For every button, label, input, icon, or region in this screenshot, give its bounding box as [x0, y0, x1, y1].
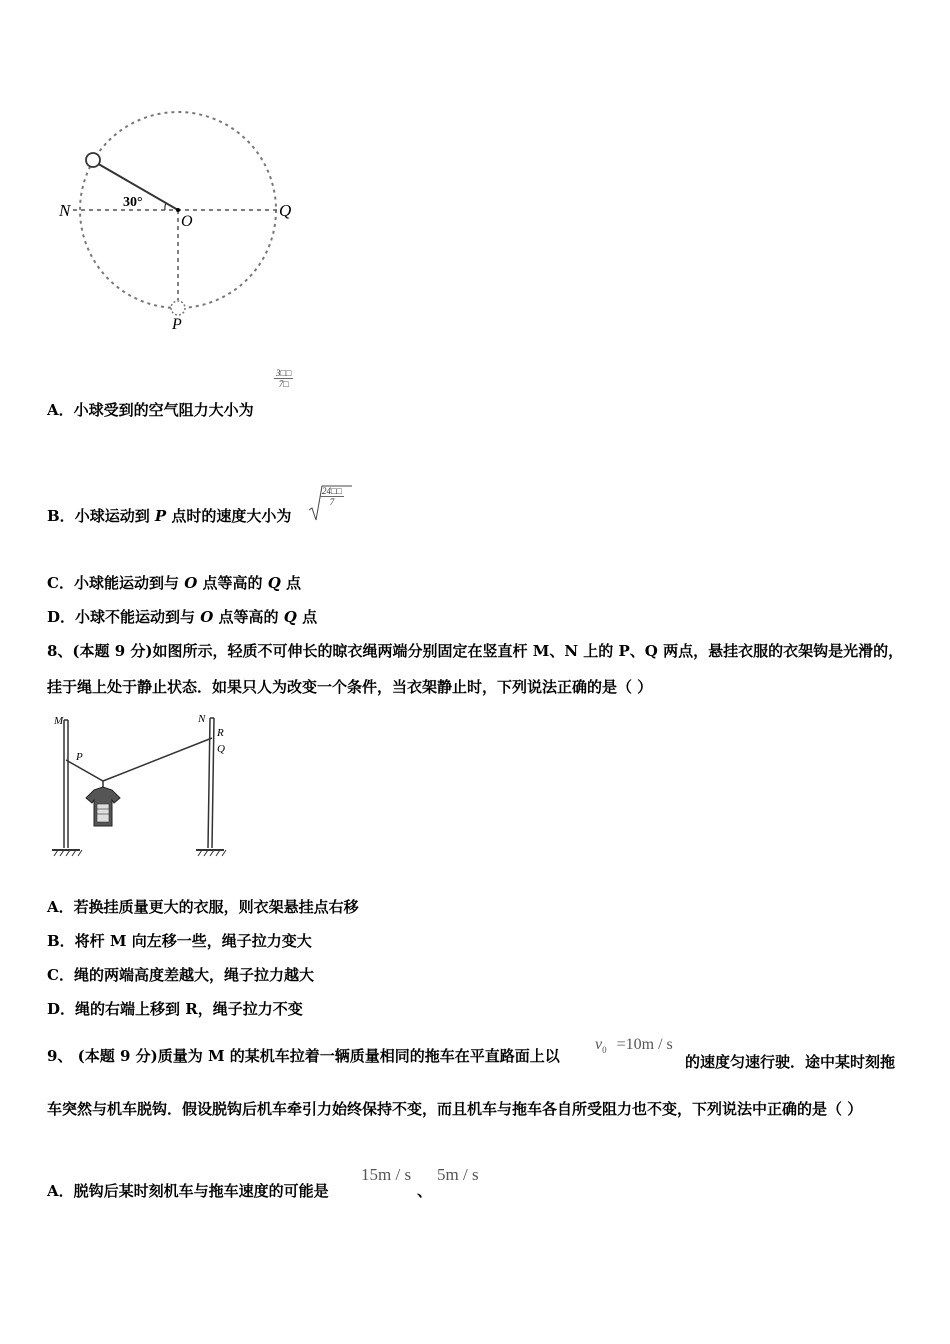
angle-arc [165, 203, 166, 210]
q9-a-v2: 5m / s [437, 1165, 479, 1184]
clothesline-figure [48, 708, 238, 868]
option-text: 点等高的 [197, 574, 268, 592]
v0-symbol: v [595, 1036, 603, 1053]
option-text: 点时的速度大小为 [166, 507, 292, 525]
q7-b-fraction [320, 486, 344, 507]
label-r: R [217, 727, 224, 739]
option-prefix: A． [47, 401, 74, 419]
label-N: N [59, 201, 71, 220]
label-q: Q [217, 743, 225, 755]
q7-option-c [47, 572, 301, 594]
var-o: O [200, 608, 214, 626]
option-prefix: C． [47, 574, 74, 592]
var-q: Q [283, 608, 297, 626]
circle-pendulum-figure [55, 105, 315, 345]
option-text: 小球受到的空气阻力大小为 [73, 401, 254, 419]
option-text: 小球能运动到与 [73, 574, 185, 592]
q9-a-sep: 、 [417, 1182, 433, 1200]
ball [86, 153, 100, 167]
q7-option-d [47, 606, 317, 628]
frac-denominator: 7□ [278, 379, 289, 389]
option-text: 小球不能运动到与 [75, 608, 201, 626]
label-Q: Q [279, 201, 292, 220]
label-p: P [76, 751, 83, 763]
q9-a-v1: 15m / s [361, 1165, 412, 1184]
label-P: P [172, 316, 182, 333]
q9-stem-part1: 9、 (本题 9 分)质量为 M 的某机车拉着一辆质量相同的拖车在平直路面上以 [47, 1047, 560, 1065]
q9-option-a [47, 1180, 329, 1202]
q8-stem: 8、(本题 9 分)如图所示，轻质不可伸长的晾衣绳两端分别固定在竖直杆 M、N 上的 P、Q 两点，悬挂衣服的衣架钩是光滑的，挂于绳上处于静止状态．如果只人为改变一个条件，当衣架静止时，下列说法正确的是（ ） [47, 642, 904, 696]
var-o: O [184, 574, 198, 592]
option-text: 小球运动到 [74, 507, 155, 525]
frac-denominator: 7 [329, 497, 335, 507]
rope [66, 738, 212, 781]
var-p: P [154, 507, 167, 525]
label-O: O [181, 213, 193, 230]
option-text: 点等高的 [213, 608, 284, 626]
v0-subscript: 0 [602, 1045, 607, 1056]
q7-a-fraction [274, 368, 293, 389]
q8-option-a: A．若换挂质量更大的衣服，则衣架悬挂点右移 [47, 898, 359, 916]
v0-value: =10m / s [616, 1036, 673, 1053]
label-n: N [198, 713, 206, 725]
frac-numerator: 3□□ [276, 368, 292, 378]
q8-option-d: D．绳的右端上移到 R，绳子拉力不变 [47, 1000, 303, 1018]
pole-n [208, 718, 210, 848]
angle-label: 30° [123, 195, 143, 210]
q8-option-c: C．绳的两端高度差越大，绳子拉力越大 [47, 966, 314, 984]
option-prefix: A． [47, 1182, 74, 1200]
option-prefix: B． [47, 507, 75, 525]
q7-option-b [47, 505, 291, 527]
q9-stem-part2: 的速度匀速行驶．途中某时刻拖车突然与机车脱钩．假设脱钩后机车牵引力始终保持不变，而且机车与拖车各自所受阻力也不变，下列说法中正确的是（ ） [47, 1053, 896, 1118]
label-m: M [54, 715, 64, 727]
center-point [176, 208, 180, 212]
frac-numerator: 24□□ [322, 486, 342, 496]
option-text: 脱钩后某时刻机车与拖车速度的可能是 [73, 1182, 329, 1200]
q8-option-b: B．将杆 M 向左移一些，绳子拉力变大 [47, 932, 312, 950]
ball-bottom [171, 301, 185, 315]
q7-option-a [47, 399, 254, 421]
option-text: 点 [280, 574, 302, 592]
option-text: 点 [296, 608, 318, 626]
option-prefix: D． [47, 608, 76, 626]
var-q: Q [267, 574, 281, 592]
